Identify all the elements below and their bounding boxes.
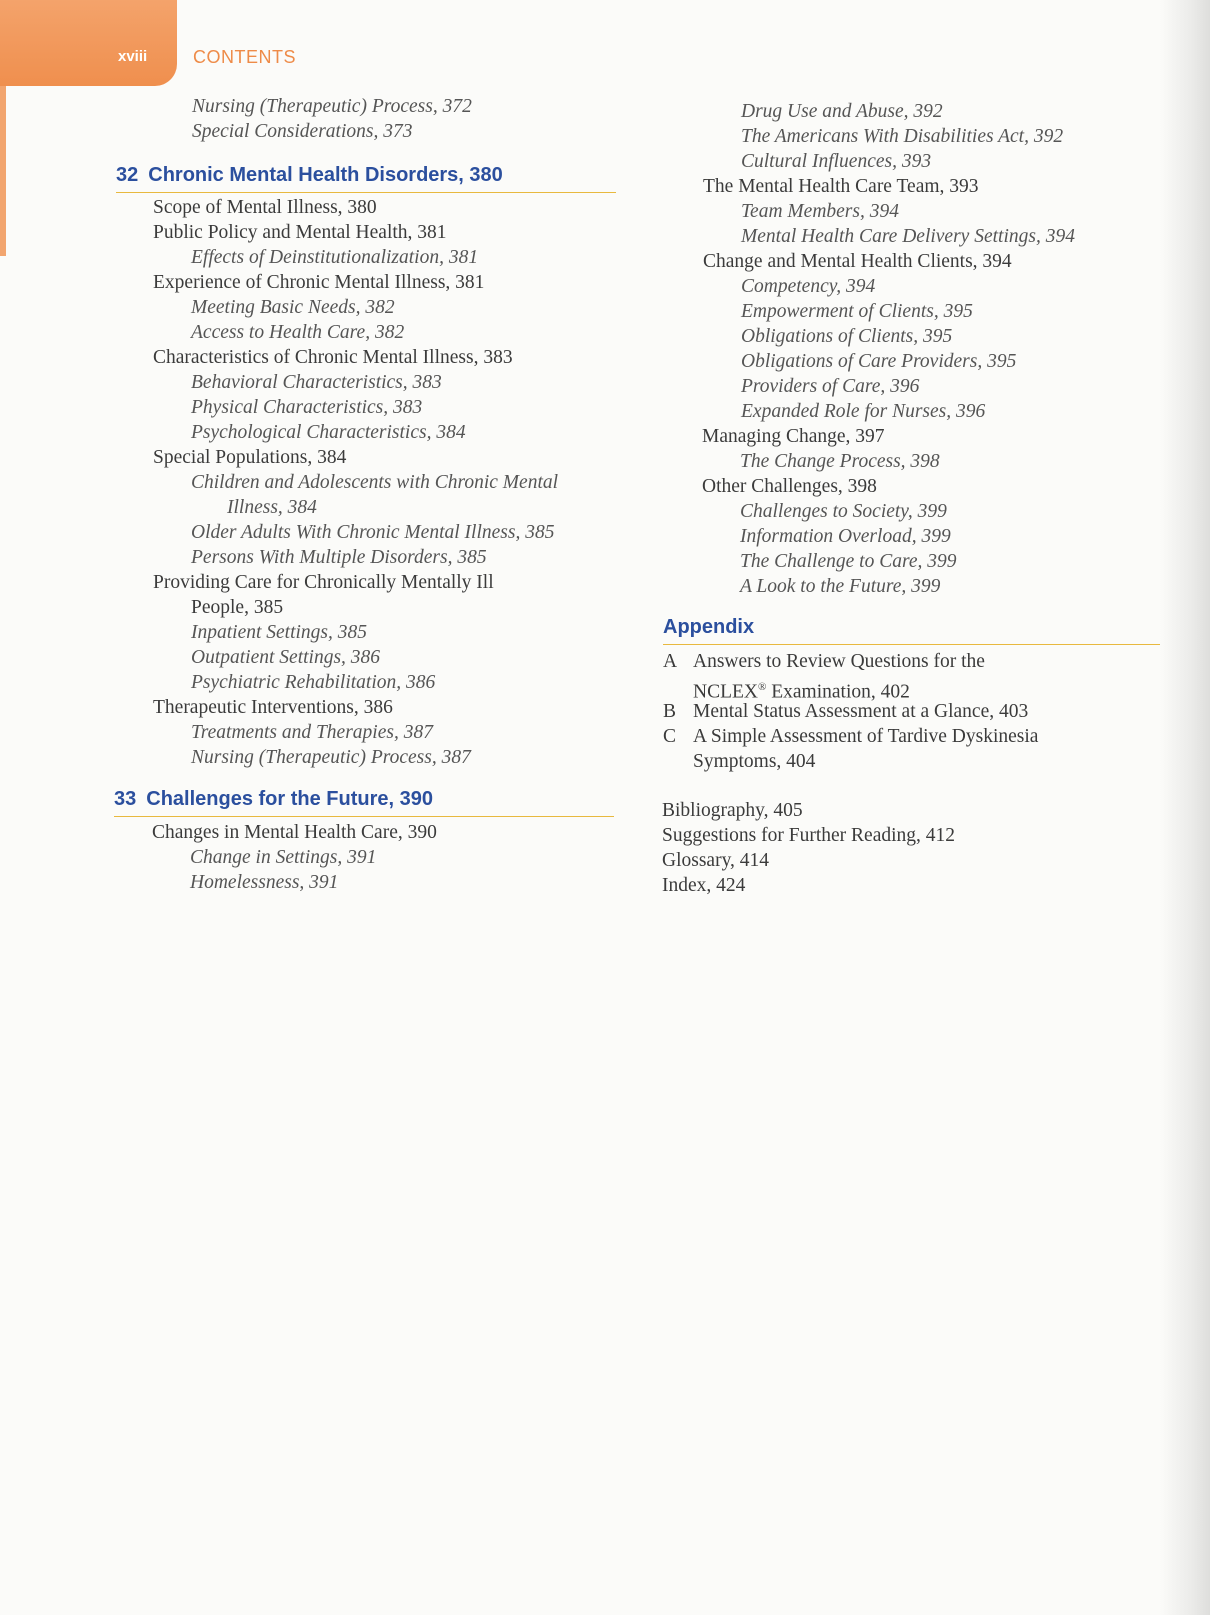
- toc-entry[interactable]: Psychiatric Rehabilitation, 386: [191, 672, 436, 693]
- toc-entry[interactable]: The Americans With Disabilities Act, 392: [741, 126, 1064, 147]
- page-edge-shadow: [1160, 0, 1210, 1615]
- toc-entry[interactable]: The Mental Health Care Team, 393: [703, 176, 979, 197]
- toc-entry[interactable]: Behavioral Characteristics, 383: [191, 372, 442, 393]
- toc-entry[interactable]: Therapeutic Interventions, 386: [153, 697, 393, 718]
- toc-entry[interactable]: Outpatient Settings, 386: [191, 647, 381, 668]
- toc-entry[interactable]: Cultural Influences, 393: [741, 151, 932, 172]
- appendix-item-cont[interactable]: Symptoms, 404: [693, 751, 816, 772]
- toc-entry[interactable]: Providers of Care, 396: [741, 376, 920, 397]
- toc-entry[interactable]: Other Challenges, 398: [702, 476, 877, 497]
- header-tab: [0, 0, 177, 86]
- toc-entry[interactable]: Change in Settings, 391: [190, 847, 377, 868]
- toc-entry[interactable]: Providing Care for Chronically Mentally Ill: [153, 572, 494, 593]
- toc-entry[interactable]: Homelessness, 391: [190, 872, 339, 893]
- chapter-number: 33: [114, 788, 137, 810]
- toc-entry[interactable]: Nursing (Therapeutic) Process, 372: [192, 96, 472, 117]
- appendix-item-page: Examination, 402: [766, 681, 910, 703]
- toc-entry[interactable]: The Challenge to Care, 399: [740, 551, 957, 572]
- toc-entry[interactable]: Change and Mental Health Clients, 394: [703, 251, 1012, 272]
- toc-entry[interactable]: Effects of Deinstitutionalization, 381: [191, 247, 479, 268]
- chapter-rule: [116, 192, 616, 193]
- appendix-item[interactable]: Mental Status Assessment at a Glance, 403: [693, 701, 1029, 722]
- toc-entry[interactable]: Characteristics of Chronic Mental Illness, 383: [153, 347, 513, 368]
- toc-entry[interactable]: A Look to the Future, 399: [740, 576, 941, 597]
- chapter-rule: [114, 816, 614, 817]
- toc-entry[interactable]: Children and Adolescents with Chronic Mental: [191, 472, 559, 493]
- appendix-letter: C: [663, 726, 677, 747]
- toc-entry[interactable]: Empowerment of Clients, 395: [741, 301, 973, 322]
- toc-entry[interactable]: Access to Health Care, 382: [191, 322, 405, 343]
- registered-mark: ®: [758, 681, 767, 693]
- toc-entry[interactable]: Obligations of Care Providers, 395: [741, 351, 1017, 372]
- appendix-item[interactable]: Answers to Review Questions for the: [693, 651, 985, 672]
- toc-entry[interactable]: Nursing (Therapeutic) Process, 387: [191, 747, 471, 768]
- chapter-title: Challenges for the Future, 390: [146, 788, 433, 810]
- toc-entry[interactable]: Special Populations, 384: [153, 447, 347, 468]
- toc-entry[interactable]: Managing Change, 397: [702, 426, 885, 447]
- toc-entry[interactable]: Older Adults With Chronic Mental Illness, 385: [191, 522, 555, 543]
- toc-entry[interactable]: Illness, 384: [227, 497, 317, 518]
- toc-entry[interactable]: Challenges to Society, 399: [740, 501, 947, 522]
- appendix-letter: A: [663, 651, 678, 672]
- page-number: xviii: [118, 48, 148, 65]
- toc-entry[interactable]: Experience of Chronic Mental Illness, 381: [153, 272, 485, 293]
- toc-entry[interactable]: Persons With Multiple Disorders, 385: [191, 547, 487, 568]
- toc-entry[interactable]: Treatments and Therapies, 387: [191, 722, 433, 743]
- toc-entry[interactable]: Special Considerations, 373: [192, 121, 413, 142]
- back-matter-item[interactable]: Index, 424: [662, 875, 746, 896]
- toc-entry[interactable]: Expanded Role for Nurses, 396: [741, 401, 986, 422]
- running-head: CONTENTS: [193, 47, 296, 67]
- toc-entry[interactable]: Scope of Mental Illness, 380: [153, 197, 377, 218]
- back-matter-item[interactable]: Glossary, 414: [662, 850, 770, 871]
- chapter-number: 32: [116, 164, 139, 186]
- appendix-rule: [663, 644, 1160, 645]
- toc-entry[interactable]: Competency, 394: [741, 276, 876, 297]
- toc-entry[interactable]: Drug Use and Abuse, 392: [741, 101, 943, 122]
- toc-entry[interactable]: Information Overload, 399: [740, 526, 951, 547]
- toc-entry[interactable]: The Change Process, 398: [740, 451, 940, 472]
- toc-entry[interactable]: Team Members, 394: [741, 201, 899, 222]
- chapter-32-heading[interactable]: [116, 163, 503, 187]
- toc-entry[interactable]: People, 385: [191, 597, 284, 618]
- nclex-text: NCLEX: [693, 681, 758, 703]
- appendix-heading[interactable]: Appendix: [663, 616, 755, 638]
- chapter-33-heading[interactable]: [114, 787, 433, 811]
- toc-entry[interactable]: Public Policy and Mental Health, 381: [153, 222, 447, 243]
- toc-entry[interactable]: Physical Characteristics, 383: [191, 397, 423, 418]
- appendix-letter: B: [663, 701, 677, 722]
- chapter-title: Chronic Mental Health Disorders, 380: [148, 164, 503, 186]
- toc-entry[interactable]: Inpatient Settings, 385: [191, 622, 368, 643]
- back-matter-item[interactable]: Suggestions for Further Reading, 412: [662, 825, 956, 846]
- back-matter-item[interactable]: Bibliography, 405: [662, 800, 803, 821]
- toc-entry[interactable]: Psychological Characteristics, 384: [191, 422, 466, 443]
- toc-entry[interactable]: Mental Health Care Delivery Settings, 394: [741, 226, 1075, 247]
- toc-entry[interactable]: Changes in Mental Health Care, 390: [152, 822, 437, 843]
- appendix-item[interactable]: A Simple Assessment of Tardive Dyskinesia: [693, 726, 1039, 747]
- toc-entry[interactable]: Obligations of Clients, 395: [741, 326, 953, 347]
- toc-entry[interactable]: Meeting Basic Needs, 382: [191, 297, 395, 318]
- tab-edge-strip: [0, 86, 6, 256]
